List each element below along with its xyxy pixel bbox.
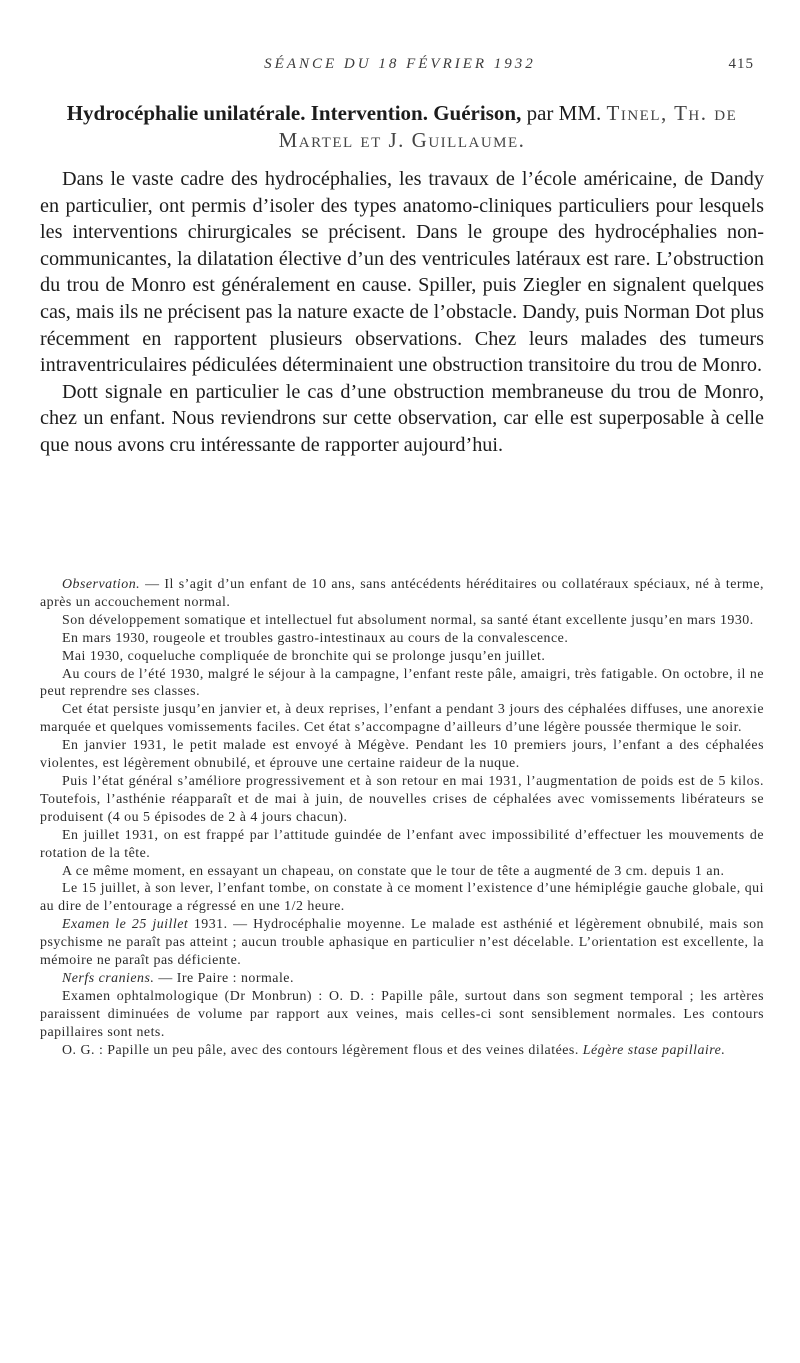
clinical-observation (40, 576, 764, 1059)
running-title: SÉANCE DU 18 FÉVRIER 1932 (264, 56, 536, 72)
observation-paragraph: En mars 1930, rougeole et troubles gastro-intestinaux au cours de la convalescence. (62, 630, 569, 646)
observation-paragraph: Son développement somatique et intellectuel fut absolument normal, sa santé étant excellente jusqu’en mars 1930. (62, 612, 754, 628)
observation-lead (40, 576, 764, 612)
introduction (40, 166, 764, 459)
observation-paragraph: Mai 1930, coqueluche compliquée de bronchite qui se prolonge jusqu’en juillet. (62, 648, 546, 664)
article-title-by: par MM. (526, 101, 602, 125)
observation-lead-text: — Il s’agit d’un enfant de 10 ans, sans antécédents héréditaires ou collatéraux spéciaux, né à terme, après un accouchement normal. (40, 577, 764, 610)
observation-paragraph: En janvier 1931, le petit malade est envoyé à Mégève. Pendant les 10 premiers jours, l’enfant a des céphalées violentes, est légèrement obnubilé, et éprouve une certaine raideur de la nuque. (40, 738, 764, 772)
observation-label: Observation. (62, 577, 141, 592)
nerves-text: — Ire Paire : normale. (154, 970, 294, 986)
left-eye-paragraph (40, 1042, 764, 1060)
nerves-paragraph (40, 970, 764, 988)
page-number: 415 (728, 56, 754, 72)
observation-paragraph: Au cours de l’été 1930, malgré le séjour à la campagne, l’enfant reste pâle, amaigri, très fatigable. On octobre, il ne peut reprendre ses classes. (40, 666, 764, 700)
observation-paragraph: Puis l’état général s’améliore progressivement et à son retour en mai 1931, l’augmentation de poids est de 5 kilos. Toutefois, l’asthénie réapparaît et de mai à juin, de nouvelles crises de céphalées avec vomissements libérateurs se produisent (4 ou 5 épisodes de 2 à 4 jours chacun). (40, 773, 764, 825)
observation-paragraph: A ce même moment, en essayant un chapeau, on constate que le tour de tête a augmenté de 3 cm. depuis 1 an. (62, 863, 725, 879)
exam-paragraph (40, 916, 764, 970)
exam-text: 1931. — Hydrocéphalie moyenne. Le malade est asthénié et légèrement obnubilé, mais son psychisme ne paraît pas atteint ; aucun trouble aphasique en particulier n’est décelable. L’orientation est excellente, la mémoire ne paraît pas déficiente. (40, 917, 764, 969)
article-title-main: Hydrocéphalie unilatérale. Intervention. Guérison, (66, 101, 522, 125)
article-title (40, 100, 764, 154)
observation-paragraph: En juillet 1931, on est frappé par l’attitude guindée de l’enfant avec impossibilité d’effectuer les mouvements de rotation de la tête. (40, 827, 764, 861)
observation-paragraph: Cet état persiste jusqu’en janvier et, à deux reprises, l’enfant a pendant 3 jours des céphalées diffuses, une anorexie marquée et quelques vomissements faciles. Cet état s’accompagne d’ailleurs d’une légère poussée thermique le soir. (40, 702, 764, 736)
observation-paragraph: Le 15 juillet, à son lever, l’enfant tombe, on constate à ce moment l’existence d’une hémiplégie gauche globale, qui au dire de l’entourage a régressé en une 1/2 heure. (40, 881, 764, 915)
article-authors: Tinel, Th. de Martel et J. Guillaume. (278, 101, 738, 152)
intro-paragraph: Dott signale en particulier le cas d’une obstruction membraneuse du trou de Monro, chez un enfant. Nous reviendrons sur cette observation, car elle est superposable à celle que nous avons cru intéressante de rapporter aujourd’hui. (40, 380, 764, 456)
ophthalmology-paragraph: Examen ophtalmologique (Dr Monbrun) : O. D. : Papille pâle, surtout dans son segment temporal ; les artères paraissent diminuées de volume par rapport aux veines, mais celles-ci sont sensiblement normales. Les contours papillaires sont nets. (40, 988, 764, 1040)
left-eye-text: O. G. : Papille un peu pâle, avec des contours légèrement flous et des veines dilatées. (62, 1042, 583, 1058)
left-eye-conclusion: Légère stase papillaire. (582, 1042, 726, 1058)
nerves-label: Nerfs craniens. (62, 970, 155, 986)
intro-paragraph: Dans le vaste cadre des hydrocéphalies, les travaux de l’école américaine, de Dandy en particulier, ont permis d’isoler des types anatomo-cliniques particuliers pour lesquels les interventions chirurgicales se précisent. Dans le groupe des hydrocéphalies non-communicantes, la dilatation élective d’un des ventricules latéraux est rare. L’obstruction du trou de Monro est généralement en cause. Spiller, puis Ziegler en signalent quelques cas, mais ils ne précisent pas la nature exacte de l’obstacle. Dandy, puis Norman Dot plus récemment en rapportent plusieurs observations. Chez leurs malades des tumeurs intraventriculaires pédiculées déterminaient une obstruction transitoire du trou de Monro. (40, 168, 764, 377)
running-head (0, 56, 800, 80)
exam-label: Examen le 25 juillet (62, 917, 189, 933)
